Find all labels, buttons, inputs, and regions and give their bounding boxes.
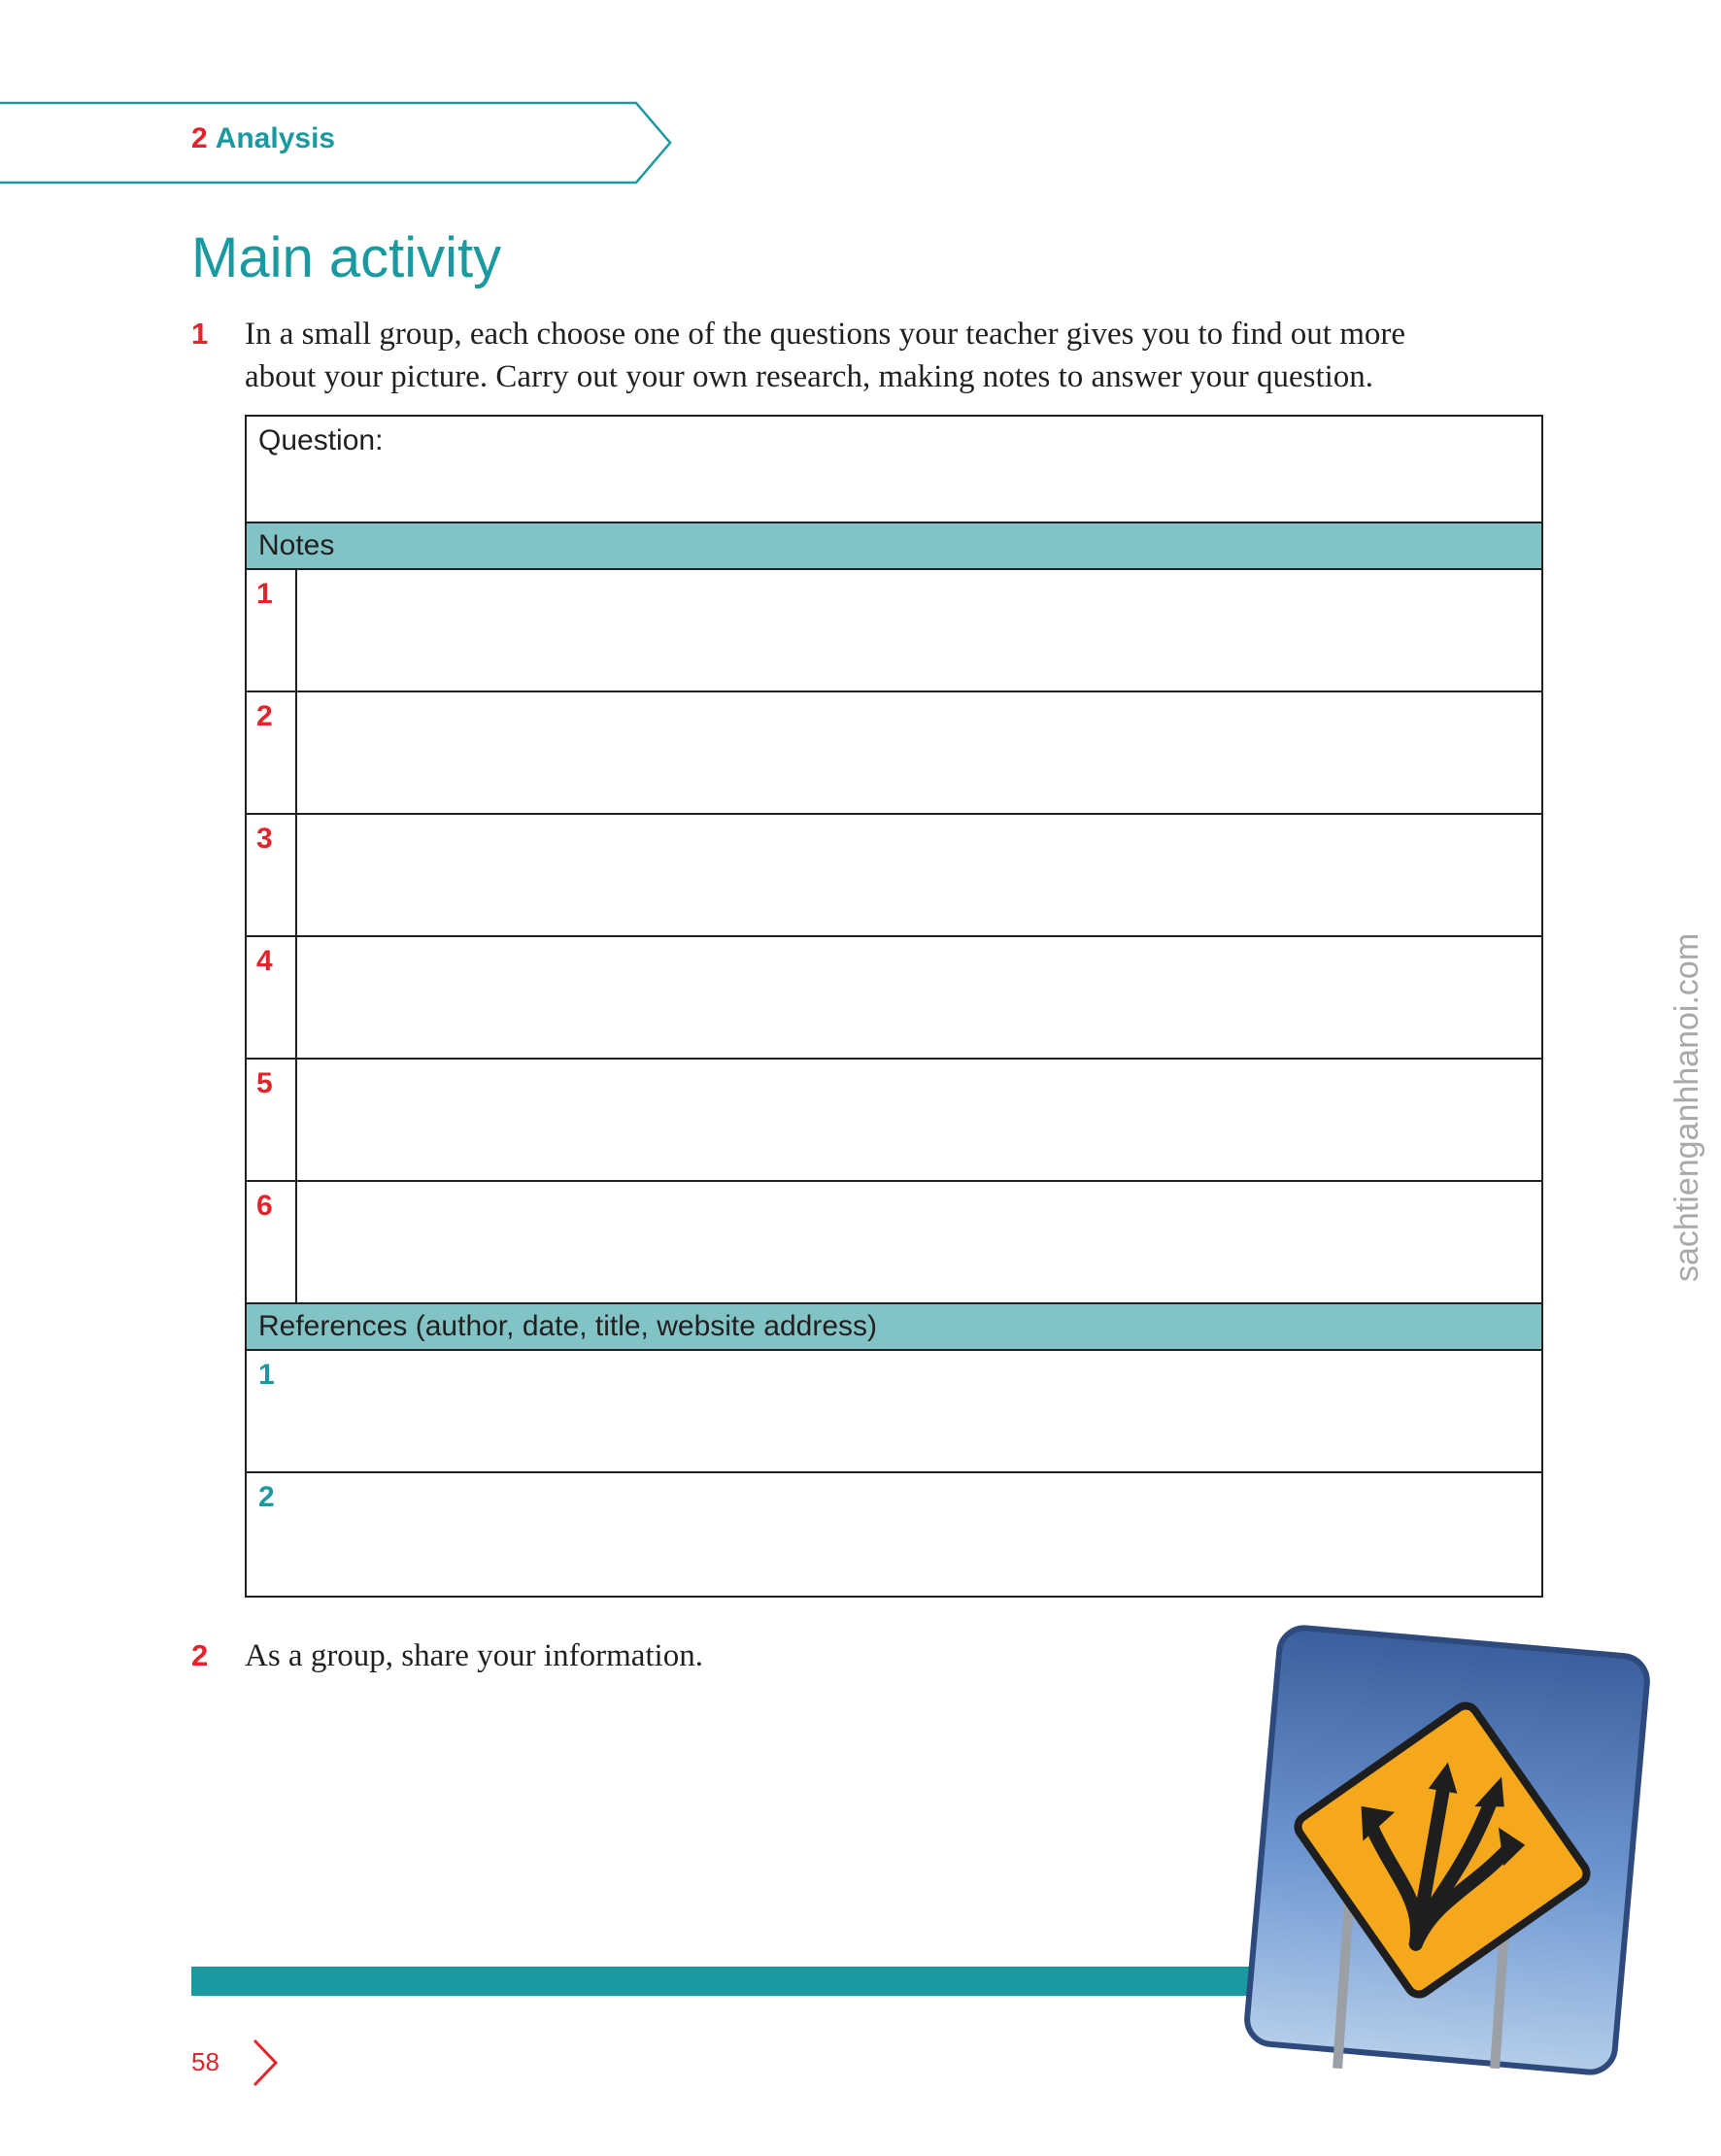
chevron-right-icon [251,2038,280,2088]
notes-header-label: Notes [258,529,335,561]
note-number-cell [247,937,297,1058]
note-number-cell [247,692,297,813]
note-field[interactable] [297,937,1541,1058]
instruction-text-line: As a group, share your information. [245,1638,703,1673]
note-number-cell [247,815,297,935]
references-header-label: References (author, date, title, website address) [258,1310,878,1342]
note-number: 5 [256,1067,273,1099]
note-field[interactable] [297,1060,1541,1180]
note-number: 2 [256,700,273,732]
note-number: 1 [256,578,273,610]
question-label: Question: [258,424,384,456]
note-number-cell [247,1060,297,1180]
chapter-tab [0,101,680,185]
note-number-cell [247,1182,297,1302]
note-row [247,570,1541,692]
chapter-number: 2 [191,122,208,154]
chapter-title: Analysis [215,122,336,154]
instruction-2 [191,1634,1065,1683]
note-field[interactable] [297,815,1541,935]
instruction-number: 2 [191,1638,209,1672]
instruction-1 [191,313,1551,400]
page-number: 58 [191,2047,219,2076]
note-number: 6 [256,1190,273,1222]
reference-number: 1 [258,1359,275,1391]
watermark-text: sachtienganhhanoi.com [1669,932,1705,1282]
note-row [247,692,1541,815]
note-number-cell [247,570,297,691]
reference-number: 2 [258,1481,275,1513]
watermark [1669,855,1717,1282]
reference-field[interactable] [247,1473,1541,1596]
note-number: 3 [256,823,273,855]
note-row [247,1060,1541,1182]
reference-row [247,1351,1541,1473]
notes-form [245,415,1543,1598]
question-field[interactable] [247,417,1541,523]
instruction-text-line: In a small group, each choose one of the questions your teacher gives you to find out more [245,317,1406,352]
instruction-text-line: about your picture. Carry out your own research, making notes to answer your question. [245,359,1374,394]
note-field[interactable] [297,570,1541,691]
footer-bar [191,1967,1250,1996]
reference-field[interactable] [247,1351,1541,1471]
note-row [247,937,1541,1060]
references-header [247,1304,1541,1351]
road-sign-arrows-icon [1233,1612,1661,2088]
note-field[interactable] [297,1182,1541,1302]
note-row [247,815,1541,937]
chapter-label [191,122,335,155]
notes-header [247,523,1541,570]
note-field[interactable] [297,692,1541,813]
section-title: Main activity [191,226,502,289]
reference-row [247,1473,1541,1596]
note-row [247,1182,1541,1304]
note-number: 4 [256,945,273,977]
instruction-number: 1 [191,317,209,351]
